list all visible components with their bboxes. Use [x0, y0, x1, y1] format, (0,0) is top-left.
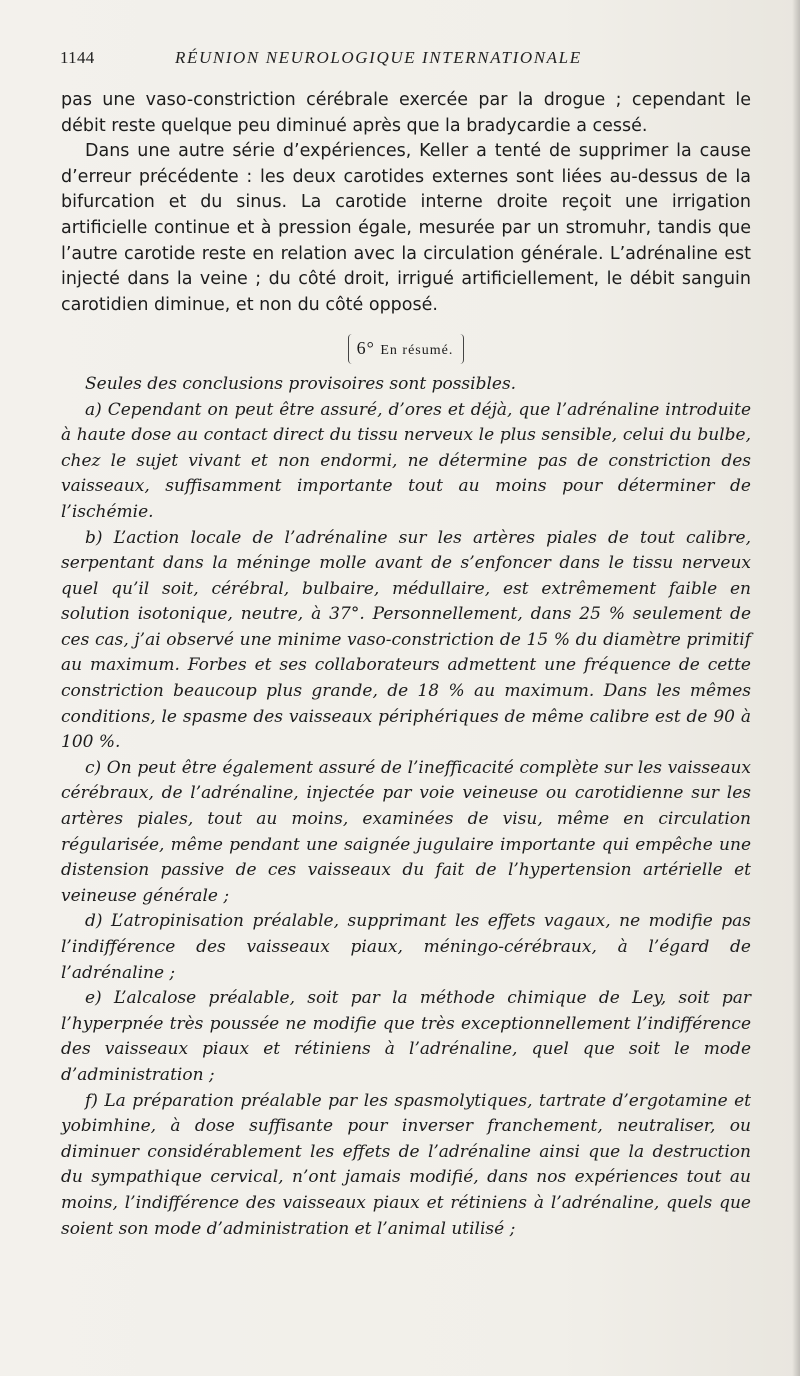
conclusions-intro: Seules des conclusions provisoires sont possibles. [85, 373, 517, 394]
conclusion-d: d) L’atropinisation préalable, supprimant les effets vagaux, ne modifie pas l’indifférence des vaisseaux piaux, méningo-cérébraux, à l’égard de l’adrénaline ; [61, 911, 751, 983]
conclusion-b: b) L’action locale de l’adrénaline sur les artères piales de tout calibre, serpentant dans la méninge molle avant de s’enfoncer dans le tissu nerveux quel qu’il soit, cérébral, bulbaire, médullaire, est extrêmement faible en solution isotonique, neutre, à 37°. Personnellement, dans 25 % seulement de ces cas, j’ai observé une minime vaso-constriction de 15 % du diamètre primitif au maximum. Forbes et ses collaborateurs admettent une fréquence de cette constriction beaucoup plus grande, de 18 % au maximum. Dans les mêmes conditions, le spasme des vaisseaux périphériques de même calibre est de 90 à 100 %. [61, 527, 751, 753]
conclusion-f: f) La préparation préalable par les spasmolytiques, tartrate d’ergotamine et yobimhine, à dose suffisante pour inverser franchement, neutraliser, ou diminuer considérablement les effets de l’adrénaline ainsi que la destruction du sympathique cervical, n’ont jamais modifié, dans nos expériences tout au moins, l’indifférence des vaisseaux piaux et rétiniens à l’adrénaline, quels que soient son mode d’administration et l’animal utilisé ; [61, 1090, 751, 1239]
page-header [60, 48, 750, 76]
conclusion-a: a) Cependant on peut être assuré, d’ores et déjà, que l’adrénaline introduite à haute dose au contact direct du tissu nerveux le plus sensible, celui du bulbe, chez le sujet vivant et non endormi, ne détermine pas de constriction des vaisseaux, suffisamment importante tout au moins pour déterminer de l’ischémie. [61, 399, 751, 522]
page-body [61, 88, 751, 1242]
section-number: 6° [356, 338, 375, 359]
section-heading-frame [348, 334, 465, 364]
section-heading [61, 334, 751, 364]
paragraph: pas une vaso-constriction cérébrale exercée par la drogue ; cependant le débit reste quelque peu diminué après que la bradycardie a cessé. [61, 90, 751, 136]
paragraph: Dans une autre série d’expériences, Keller a tenté de supprimer la cause d’erreur précédente : les deux carotides externes sont liées au-dessus de la bifurcation et du sinus. La carotide interne droite reçoit une irrigation artificielle continue et à pression égale, mesurée par un stromuhr, tandis que l’autre carotide reste en relation avec la circulation générale. L’adrénaline est injecté dans la veine ; du côté droit, irrigué artificiellement, le débit sanguin carotidien diminue, et non du côté opposé. [61, 141, 751, 315]
running-head: RÉUNION NEUROLOGIQUE INTERNATIONALE [175, 48, 582, 67]
page-edge-shadow [792, 0, 800, 1376]
page-number: 1144 [60, 48, 95, 67]
conclusion-c: c) On peut être également assuré de l’inefficacité complète sur les vaisseaux cérébraux, de l’adrénaline, injectée par voie veineuse ou carotidienne sur les artères piales, tout au moins, examinées de visu, même en circulation régularisée, même pendant une saignée jugulaire importante qui empêche une distension passive de ces vaisseaux du fait de l’hypertension artérielle et veineuse générale ; [61, 757, 751, 906]
section-title: En résumé. [380, 343, 454, 359]
conclusion-e: e) L’alcalose préalable, soit par la méthode chimique de Ley, soit par l’hyperpnée très poussée ne modifie que très exceptionnellement l’indifférence des vaisseaux piaux et rétiniens à l’adrénaline, quel que soit le mode d’administration ; [61, 988, 751, 1085]
